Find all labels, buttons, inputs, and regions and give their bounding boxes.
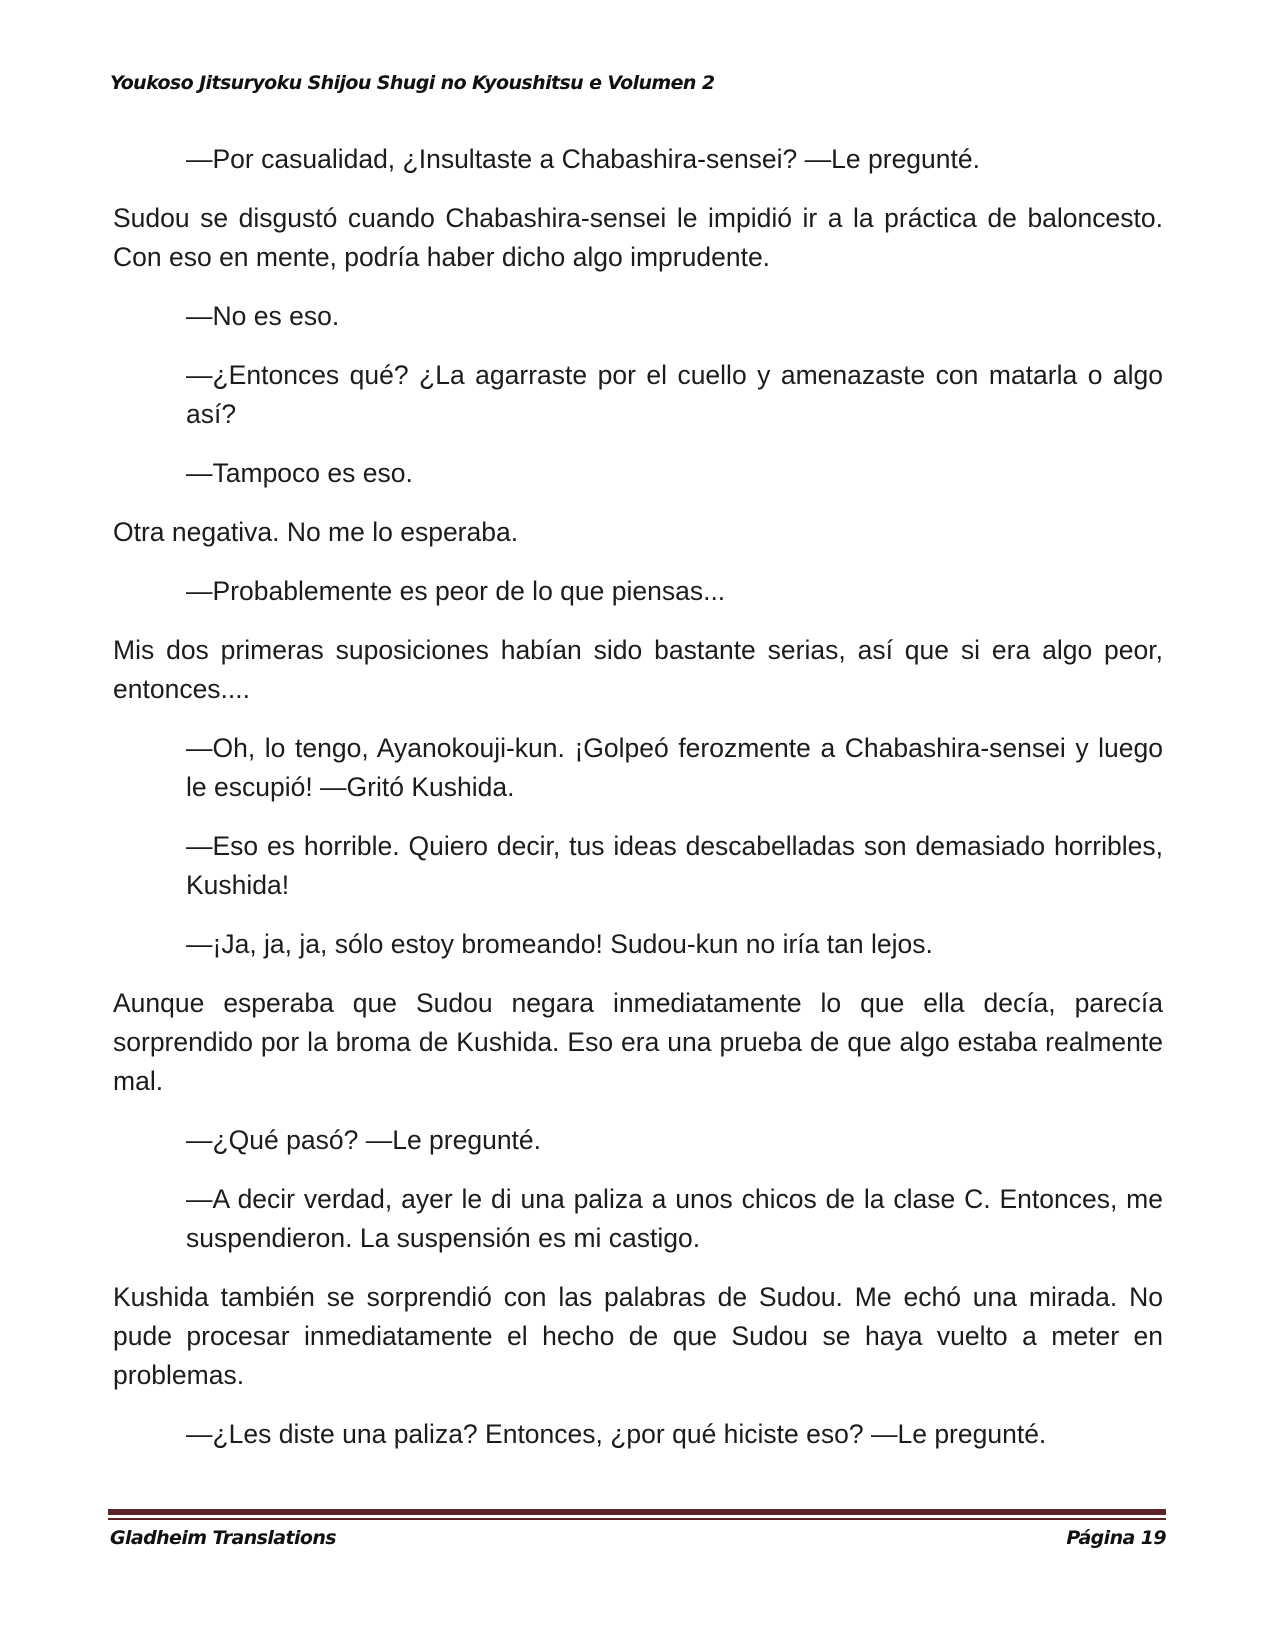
footer-rule-thick xyxy=(108,1509,1166,1515)
dialogue-paragraph: —Por casualidad, ¿Insultaste a Chabashira-sensei? —Le pregunté. xyxy=(186,144,980,174)
dialogue-paragraph: —¿Les diste una paliza? Entonces, ¿por qué hiciste eso? —Le pregunté. xyxy=(186,1419,1047,1449)
dialogue-paragraph: —Tampoco es eso. xyxy=(186,458,413,488)
narration-paragraph: Aunque esperaba que Sudou negara inmediatamente lo que ella decía, parecía sorprendido por la broma de Kushida. Eso era una prueba de que algo estaba realmente mal. xyxy=(113,988,1163,1096)
narration-paragraph: Otra negativa. No me lo esperaba. xyxy=(113,517,519,547)
dialogue-paragraph: —Oh, lo tengo, Ayanokouji-kun. ¡Golpeó ferozmente a Chabashira-sensei y luego le escupió! —Gritó Kushida. xyxy=(186,733,1163,802)
running-header-title: Youkoso Jitsuryoku Shijou Shugi no Kyoushitsu e Volumen 2 xyxy=(110,72,715,94)
dialogue-paragraph: —No es eso. xyxy=(186,301,340,331)
narration-paragraph: Sudou se disgustó cuando Chabashira-sensei le impidió ir a la práctica de baloncesto. Con eso en mente, podría haber dicho algo imprudente. xyxy=(113,203,1163,272)
dialogue-paragraph: —¿Entonces qué? ¿La agarraste por el cuello y amenazaste con matarla o algo así? xyxy=(186,360,1163,429)
dialogue-paragraph: —¡Ja, ja, ja, sólo estoy bromeando! Sudou-kun no iría tan lejos. xyxy=(186,929,933,959)
page-body xyxy=(113,140,1163,1474)
footer-page-number: Página 19 xyxy=(1066,1527,1166,1549)
footer-translator-credit: Gladheim Translations xyxy=(110,1527,336,1549)
dialogue-paragraph: —¿Qué pasó? —Le pregunté. xyxy=(186,1125,542,1155)
dialogue-paragraph: —Probablemente es peor de lo que piensas... xyxy=(186,576,726,606)
footer-rule-thin xyxy=(108,1518,1166,1520)
narration-paragraph: Mis dos primeras suposiciones habían sido bastante serias, así que si era algo peor, entonces.... xyxy=(113,635,1163,704)
dialogue-paragraph: —A decir verdad, ayer le di una paliza a unos chicos de la clase C. Entonces, me suspendieron. La suspensión es mi castigo. xyxy=(186,1184,1163,1253)
dialogue-paragraph: —Eso es horrible. Quiero decir, tus ideas descabelladas son demasiado horribles, Kushida! xyxy=(186,831,1163,900)
narration-paragraph: Kushida también se sorprendió con las palabras de Sudou. Me echó una mirada. No pude procesar inmediatamente el hecho de que Sudou se haya vuelto a meter en problemas. xyxy=(113,1282,1163,1390)
